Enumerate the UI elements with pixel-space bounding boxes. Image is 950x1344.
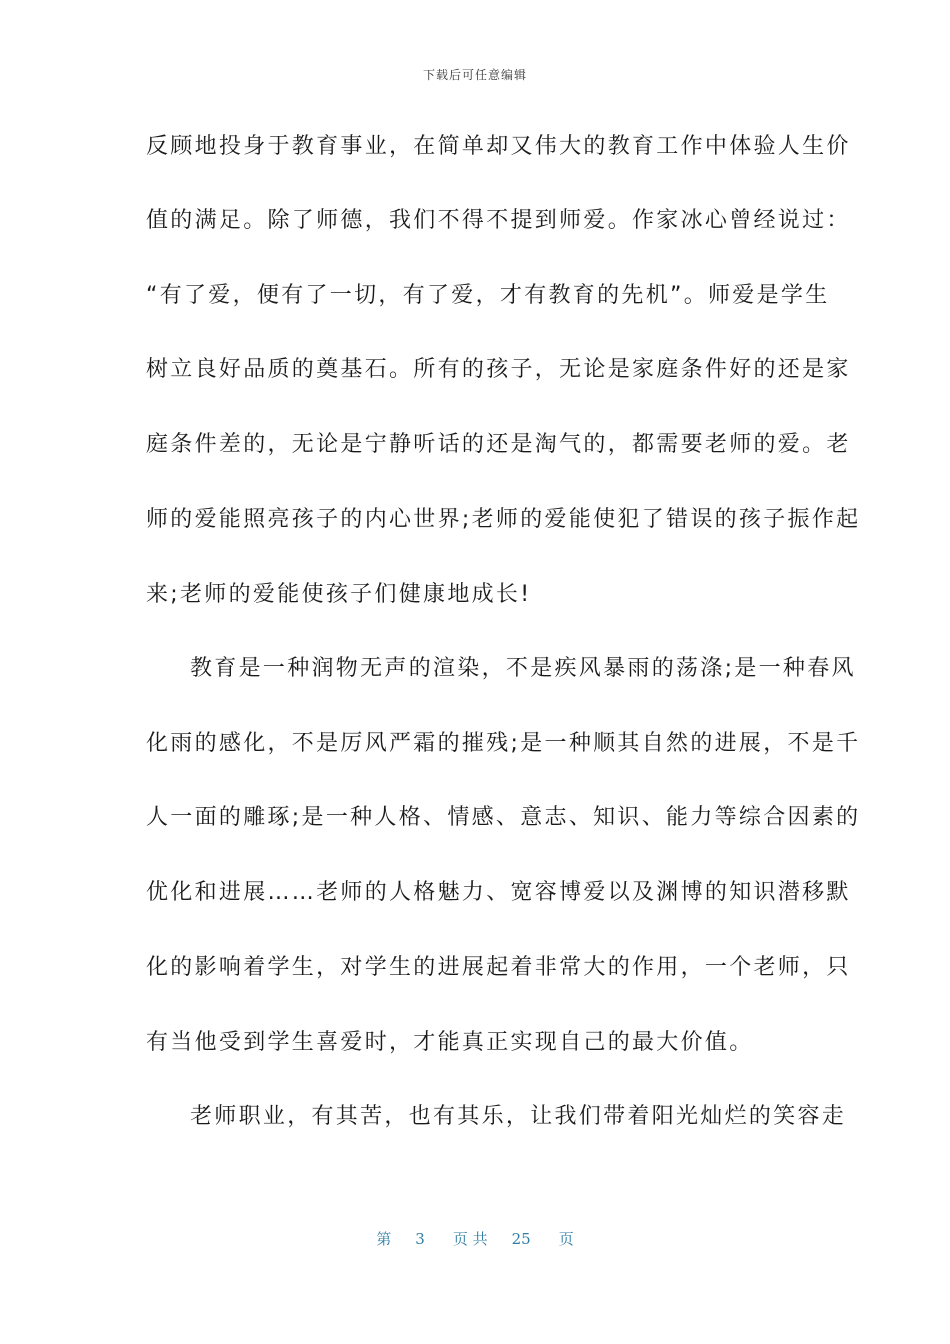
paragraph-1-line-1: 反顾地投身于教育事业，在简单却又伟大的教育工作中体验人生价 bbox=[146, 134, 851, 159]
paragraph-1-line-4: 树立良好品质的奠基石。所有的孩子，无论是家庭条件好的还是家 bbox=[146, 357, 851, 382]
footer-page-prefix: 第 bbox=[376, 1230, 392, 1248]
paragraph-1-line-3: “有了爱，便有了一切，有了爱，才有教育的先机”。师爱是学生 bbox=[146, 283, 830, 308]
paragraph-1-line-6: 师的爱能照亮孩子的内心世界;老师的爱能使犯了错误的孩子振作起 bbox=[146, 507, 861, 532]
paragraph-2-line-1: 教育是一种润物无声的渲染，不是疾风暴雨的荡涤;是一种春风 bbox=[190, 656, 856, 681]
paragraph-2-line-3: 人一面的雕琢;是一种人格、情感、意志、知识、能力等综合因素的 bbox=[146, 805, 861, 830]
paragraph-2-line-4: 优化和进展……老师的人格魅力、宽容博爱以及渊博的知识潜移默 bbox=[146, 880, 851, 905]
footer-page-suffix: 页 bbox=[558, 1230, 574, 1248]
paragraph-2-line-5: 化的影响着学生，对学生的进展起着非常大的作用，一个老师，只 bbox=[146, 955, 851, 980]
page-footer bbox=[0, 1228, 950, 1249]
paragraph-1-line-2: 值的满足。除了师德，我们不得不提到师爱。作家冰心曾经说过： bbox=[146, 208, 851, 233]
paragraph-2-line-2: 化雨的感化，不是厉风严霜的摧残;是一种顺其自然的进展，不是千 bbox=[146, 731, 861, 756]
paragraph-1-line-7: 来;老师的爱能使孩子们健康地成长! bbox=[146, 582, 532, 607]
paragraph-1-line-5: 庭条件差的，无论是宁静听话的还是淘气的，都需要老师的爱。老 bbox=[146, 432, 851, 457]
footer-page-number: 3 bbox=[415, 1230, 425, 1248]
footer-page-mid: 页 共 bbox=[452, 1230, 488, 1248]
paragraph-3-line-1: 老师职业，有其苦，也有其乐，让我们带着阳光灿烂的笑容走 bbox=[190, 1104, 847, 1129]
paragraph-2-line-6: 有当他受到学生喜爱时，才能真正实现自己的最大价值。 bbox=[146, 1030, 754, 1055]
footer-total-pages: 25 bbox=[511, 1230, 531, 1248]
header-note: 下载后可任意编辑 bbox=[422, 68, 527, 82]
